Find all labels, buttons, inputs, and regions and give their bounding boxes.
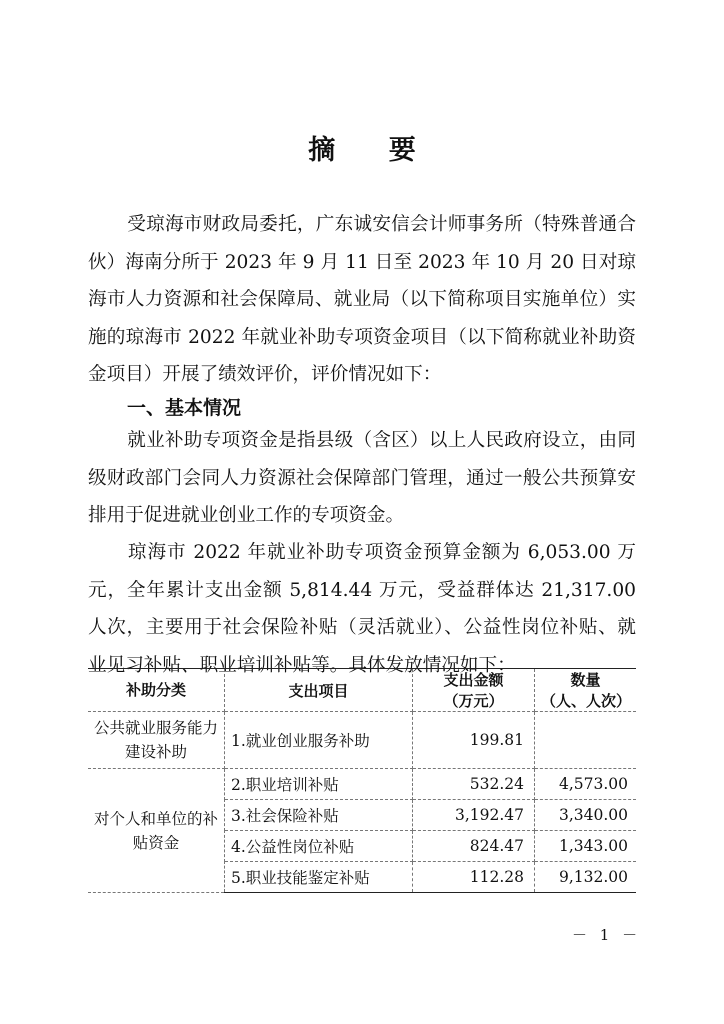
header-amount-line2: （万元） xyxy=(443,692,504,710)
budget-paragraph xyxy=(88,534,636,684)
qty-cell: 1,343.00 xyxy=(535,831,637,862)
header-category: 补助分类 xyxy=(88,669,225,712)
item-cell: 2.职业培训补贴 xyxy=(225,769,413,800)
header-qty xyxy=(535,669,637,712)
amount-cell: 3,192.47 xyxy=(413,800,535,831)
definition-paragraph xyxy=(88,422,636,535)
budget-text: 琼海市 2022 年就业补助专项资金预算金额为 6,053.00 万元，全年累计支出金额 5,814.44 万元，受益群体达 21,317.00 人次，主要用于社会保险补贴（灵活就业）、公益性岗位补贴、就业见习补贴、职业培训补贴等。具体发放情况如下： xyxy=(88,542,636,676)
amount-cell: 199.81 xyxy=(413,712,535,769)
qty-cell: 3,340.00 xyxy=(535,800,637,831)
page-title: 摘 要 xyxy=(308,135,438,166)
header-item: 支出项目 xyxy=(225,669,413,712)
header-qty-line2: （人、人次） xyxy=(541,692,632,710)
item-cell: 3.社会保险补贴 xyxy=(225,800,413,831)
table-row xyxy=(88,769,636,800)
header-qty-line1: 数量 xyxy=(570,671,601,689)
page-number: － 1 － xyxy=(572,926,642,944)
qty-cell: 9,132.00 xyxy=(535,862,637,893)
table-row xyxy=(88,712,636,769)
amount-cell: 112.28 xyxy=(413,862,535,893)
qty-cell: 4,573.00 xyxy=(535,769,637,800)
intro-text: 受琼海市财政局委托，广东诚安信会计师事务所（特殊普通合伙）海南分所于 2023 年 9 月 11 日至 2023 年 10 月 20 日对琼海市人力资源和社会保障局、就业局（以下简称项目实施单位）实施的琼海市 2022 年就业补助专项资金项目（以下简称就业补助资金项目）开展了绩效评价，评价情况如下： xyxy=(88,214,636,385)
subsidy-table xyxy=(88,668,636,893)
amount-cell: 824.47 xyxy=(413,831,535,862)
definition-text: 就业补助专项资金是指县级（含区）以上人民政府设立，由同级财政部门会同人力资源社会保障部门管理，通过一般公共预算安排用于促进就业创业工作的专项资金。 xyxy=(88,430,636,526)
category-cell: 公共就业服务能力建设补助 xyxy=(88,712,225,769)
qty-cell xyxy=(535,712,637,769)
item-cell: 5.职业技能鉴定补贴 xyxy=(225,862,413,893)
intro-paragraph xyxy=(88,206,636,394)
header-amount xyxy=(413,669,535,712)
header-amount-line1: 支出金额 xyxy=(443,671,504,689)
category-cell: 对个人和单位的补贴资金 xyxy=(88,769,225,893)
table-header-row xyxy=(88,669,636,712)
item-cell: 4.公益性岗位补贴 xyxy=(225,831,413,862)
section-heading-basic: 一、基本情况 xyxy=(127,397,242,419)
amount-cell: 532.24 xyxy=(413,769,535,800)
item-cell: 1.就业创业服务补助 xyxy=(225,712,413,769)
